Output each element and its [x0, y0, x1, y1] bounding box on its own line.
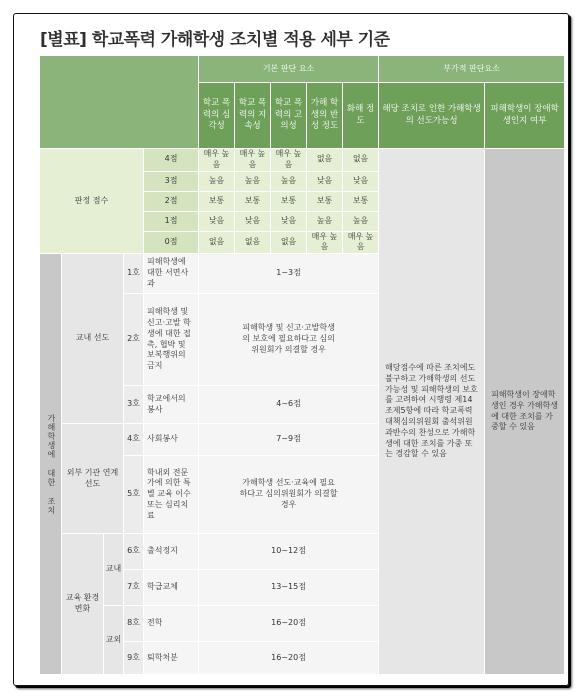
score-cell: 낮음 [307, 171, 343, 191]
header-extra: 부가적 판단요소 [379, 56, 565, 83]
score-cell: 없음 [271, 231, 307, 254]
score-cell: 없음 [235, 231, 271, 254]
measure-name: 전학 [144, 606, 199, 642]
col-guidance-possibility: 해당 조치로 인한 가해학생의 선도가능성 [379, 83, 485, 149]
extra-guidance-text: 해당점수에 따른 조치에도 불구하고 가해학생의 선도가능성 및 피해학생의 보호를 고려하여 시행령 제14조제5항에 따라 학교폭력 대책심의위원회 출석위원 과반수의 찬성으로 가해학생에 대한 조치를 가중 또는 경감할 수 있음 [379, 149, 485, 675]
page-title: [별표] 학교폭력 가해학생 조치별 적용 세부 기준 [40, 30, 390, 50]
measure-no: 2호 [124, 294, 144, 386]
score-cell: 보통 [235, 191, 271, 211]
measure-no: 4호 [124, 424, 144, 456]
measure-criteria: 16~20점 [199, 606, 379, 642]
measure-name: 퇴학처분 [144, 642, 199, 675]
header-basic: 기본 판단 요소 [199, 56, 379, 83]
measure-no: 6호 [124, 534, 144, 570]
score-cell: 보통 [271, 191, 307, 211]
measure-name: 피해학생 및 신고·고발 학생에 대한 접촉, 협박 및 보복행위의 금지 [144, 294, 199, 386]
measure-no: 9호 [124, 642, 144, 675]
criteria-table [39, 55, 565, 675]
measure-no: 1호 [124, 254, 144, 294]
score-point: 4점 [144, 149, 199, 172]
score-cell: 매우 높음 [235, 149, 271, 172]
score-cell: 매우 높음 [199, 149, 235, 172]
measure-no: 8호 [124, 606, 144, 642]
score-point: 0점 [144, 231, 199, 254]
col-severity: 학교 폭력의 심각성 [199, 83, 235, 149]
measure-criteria: 10~12점 [199, 534, 379, 570]
score-cell: 낮음 [271, 211, 307, 231]
measure-name: 학교에서의 봉사 [144, 386, 199, 424]
measure-name: 학급교체 [144, 570, 199, 606]
score-cell: 낮음 [199, 211, 235, 231]
score-point: 1점 [144, 211, 199, 231]
score-cell: 높음 [199, 171, 235, 191]
measure-name: 사회봉사 [144, 424, 199, 456]
score-label: 판정 점수 [40, 149, 144, 254]
score-cell: 낮음 [343, 171, 379, 191]
score-cell: 보통 [199, 191, 235, 211]
measure-name: 출석정지 [144, 534, 199, 570]
group-school: 교내 선도 [62, 254, 124, 424]
score-cell: 없음 [307, 149, 343, 172]
group-inside: 교내 [104, 534, 124, 606]
measure-criteria: 4~6점 [199, 386, 379, 424]
score-cell: 높음 [235, 171, 271, 191]
measure-no: 5호 [124, 456, 144, 534]
score-cell: 낮음 [235, 211, 271, 231]
score-cell: 보통 [307, 191, 343, 211]
col-remorse: 가해 학생의 반성 정도 [307, 83, 343, 149]
measure-criteria: 13~15점 [199, 570, 379, 606]
score-cell: 없음 [343, 149, 379, 172]
measure-criteria: 피해학생 및 신고·고발학생의 보호에 필요하다고 심의위원회가 의결할 경우 [199, 294, 379, 386]
header-corner [40, 56, 199, 149]
score-cell: 높음 [307, 211, 343, 231]
score-point: 2점 [144, 191, 199, 211]
score-cell: 매우 높음 [271, 149, 307, 172]
score-cell: 보통 [343, 191, 379, 211]
group-outside: 교외 [104, 606, 124, 675]
score-cell: 높음 [343, 211, 379, 231]
score-cell: 없음 [199, 231, 235, 254]
col-intent: 학교 폭력의 고의성 [271, 83, 307, 149]
measure-name: 학내외 전문가에 의한 특별 교육 이수 또는 심리치료 [144, 456, 199, 534]
measure-criteria: 16~20점 [199, 642, 379, 675]
measure-criteria: 1~3점 [199, 254, 379, 294]
col-reconciliation: 화해 정도 [343, 83, 379, 149]
measures-label: 가해학생에 대한 조치 [40, 254, 62, 675]
score-cell: 매우 높음 [343, 231, 379, 254]
measure-no: 7호 [124, 570, 144, 606]
measure-criteria: 가해학생 선도·교육에 필요하다고 심의위원회가 의결할 경우 [199, 456, 379, 534]
col-persistence: 학교 폭력의 지속성 [235, 83, 271, 149]
measure-no: 3호 [124, 386, 144, 424]
score-point: 3점 [144, 171, 199, 191]
measure-name: 피해학생에 대한 서면사과 [144, 254, 199, 294]
col-disabled-victim: 피해학생이 장애학생인지 여부 [485, 83, 565, 149]
extra-disabled-text: 피해학생이 장애학생인 경우 가해학생에 대한 조치를 가중할 수 있음 [485, 149, 565, 675]
group-external: 외부 기관 연계 선도 [62, 424, 124, 534]
score-cell: 높음 [271, 171, 307, 191]
group-env: 교육 환경 변화 [62, 534, 104, 675]
measure-criteria: 7~9점 [199, 424, 379, 456]
score-cell: 매우 높음 [307, 231, 343, 254]
